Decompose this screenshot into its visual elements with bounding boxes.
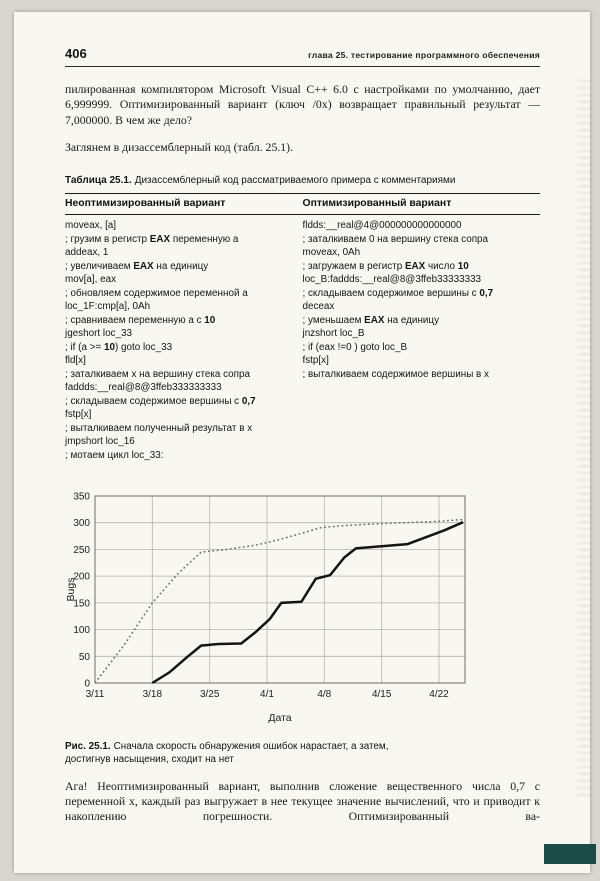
code-line: ; if (eax !=0 ) goto loc_B (302, 341, 408, 353)
code-line: ; грузим в регистр EAX переменную a (65, 233, 239, 245)
bug-chart (65, 488, 540, 731)
page-header (65, 46, 540, 61)
bug-chart-svg (65, 488, 469, 726)
running-head: глава 25. тестирование программного обеспечения (308, 50, 540, 60)
svg-text:350: 350 (73, 491, 90, 503)
svg-text:Дата: Дата (268, 712, 292, 725)
code-line: jnzshort loc_B (302, 328, 365, 340)
code-line: ; загружаем в регистр EAX число 10 (302, 260, 469, 272)
svg-text:4/15: 4/15 (371, 689, 392, 701)
code-line: jmpshort loc_16 (65, 436, 135, 448)
code-line: ; выталкиваем содержимое вершины в x (302, 368, 489, 380)
disassembly-table (65, 219, 540, 462)
code-line: ; выталкиваем полученный результат в x (65, 422, 253, 434)
svg-text:50: 50 (78, 651, 90, 663)
code-line: fstp[x] (65, 409, 92, 421)
code-line: jgeshort loc_33 (65, 328, 132, 340)
code-line: deceax (302, 301, 335, 313)
svg-text:250: 250 (73, 545, 90, 557)
figure-caption-text: Сначала скорость обнаружения ошибок нарастает, а затем, достигнув насыщения, сходит на нет (65, 741, 389, 765)
table-caption (65, 175, 540, 186)
code-line: ; заталкиваем 0 на вершину стека сопра (302, 233, 489, 245)
corner-accent-bottom-right (544, 844, 596, 864)
figure-caption (65, 741, 417, 767)
table-header-row (65, 193, 540, 215)
table-col1-header: Неоптимизированный вариант (65, 198, 226, 210)
code-line: ; заталкиваем x на вершину стека сопра (65, 368, 250, 380)
code-line: loc_1F:cmp[a], 0Ah (65, 301, 151, 313)
code-line: loc_B:faddds:__real@8@3ffeb33333333 (302, 274, 482, 286)
paragraph-lead-in: Заглянем в дизассемблерный код (табл. 25.1). (65, 139, 294, 154)
paragraph-intro: пилированная компилятором Microsoft Visual C++ 6.0 с настройками по умолчанию, дает 6,999999. Оптимизированный вариант (ключ /0x) возвращает правильный результат — 7,000000. В чем же дело? (65, 82, 540, 127)
table-caption-label: Таблица 25.1. (65, 175, 132, 187)
code-line: fldds:__real@4@000000000000000 (302, 220, 462, 232)
table-col2-header: Оптимизированный вариант (302, 198, 452, 210)
code-line: addeax, 1 (65, 247, 109, 259)
code-line: fld[x] (65, 355, 86, 367)
code-line: ; if (a >= 10) goto loc_33 (65, 341, 173, 353)
svg-text:3/18: 3/18 (142, 689, 163, 701)
svg-text:3/25: 3/25 (199, 689, 220, 701)
page-number: 406 (65, 46, 87, 61)
svg-text:4/22: 4/22 (429, 689, 449, 701)
code-line: ; уменьшаем EAX на единицу (302, 314, 440, 326)
code-line: mov[a], eax (65, 274, 117, 286)
code-line: ; складываем содержимое вершины с 0,7 (65, 395, 256, 407)
code-line: moveax, 0Ah (302, 247, 361, 259)
figure-caption-label: Рис. 25.1. (65, 741, 111, 753)
scan-bleed-artifact (577, 80, 591, 800)
svg-text:4/8: 4/8 (317, 689, 332, 701)
svg-text:200: 200 (73, 571, 90, 583)
svg-text:4/1: 4/1 (260, 689, 274, 701)
code-column-unoptimized (65, 219, 303, 462)
code-line: ; обновляем содержимое переменной a (65, 287, 248, 299)
code-line: faddds:__real@8@3ffeb333333333 (65, 382, 222, 394)
code-column-optimized (303, 219, 541, 462)
code-line: ; мотаем цикл loc_33: (65, 449, 164, 461)
code-line: fstp[x] (302, 355, 329, 367)
code-line: ; увеличиваем EAX на единицу (65, 260, 209, 272)
svg-text:0: 0 (84, 678, 90, 690)
svg-text:150: 150 (73, 598, 90, 610)
code-line: moveax, [a] (65, 220, 117, 232)
table-caption-text: Дизассемблерный код рассматриваемого примера с комментариями (134, 175, 456, 187)
code-line: ; складываем содержимое вершины с 0,7 (302, 287, 494, 299)
paragraph-outro: Ага! Неоптимизированный вариант, выполнив сложение вещественного числа 0,7 с переменной x, каждый раз выгружает в нее текущее значение вычислений, что и приводит к накоплению погрешности. Оптимизированный ва- (65, 778, 540, 824)
svg-text:3/11: 3/11 (85, 689, 105, 701)
page (14, 12, 590, 873)
svg-text:Bugs: Bugs (65, 577, 77, 602)
header-rule (65, 66, 540, 67)
svg-text:300: 300 (73, 518, 90, 530)
svg-text:100: 100 (73, 625, 90, 637)
code-line: ; сравниваем переменную a с 10 (65, 314, 216, 326)
